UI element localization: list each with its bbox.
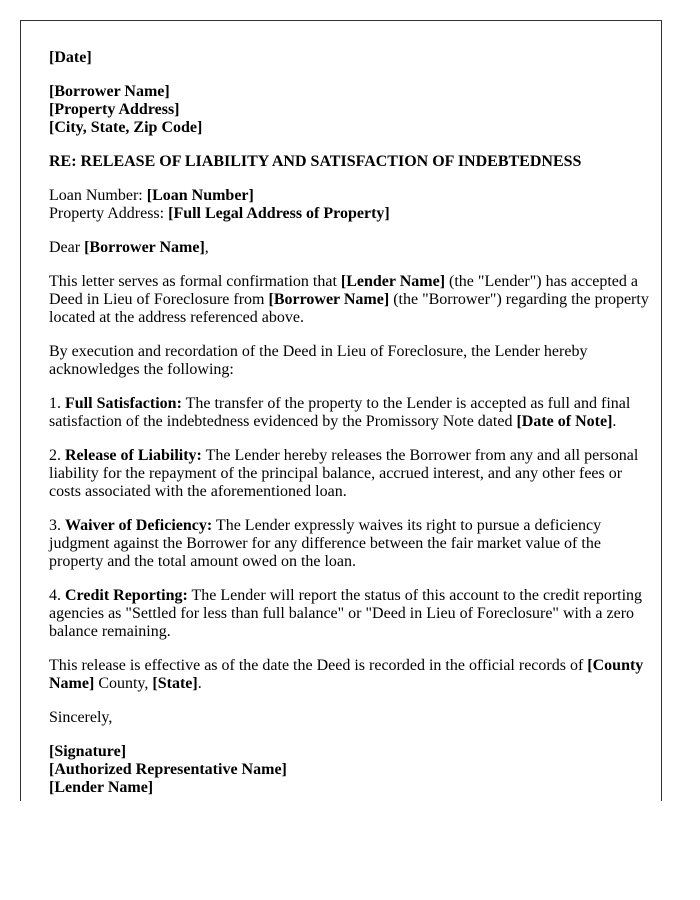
signature-block xyxy=(49,743,649,797)
intro-paragraph: This letter serves as formal confirmation that [Lender Name] (the "Lender") has accepted a Deed in Lieu of Foreclosure from [Borrower Name] (the "Borrower") regarding the property located at the address referenced above. xyxy=(49,273,649,326)
recipient-address: [Property Address] xyxy=(49,101,180,118)
signature: [Signature] xyxy=(49,743,127,760)
loan-details: Loan Number: [Loan Number] Property Address: [Full Legal Address of Property] xyxy=(49,187,390,222)
date: [Date] xyxy=(49,49,92,66)
subject-line: RE: RELEASE OF LIABILITY AND SATISFACTION OF INDEBTEDNESS xyxy=(49,153,582,170)
recipient-city: [City, State, Zip Code] xyxy=(49,119,203,136)
closing: Sincerely, xyxy=(49,709,113,726)
recipient-name: [Borrower Name] xyxy=(49,83,170,100)
salutation: Dear [Borrower Name], xyxy=(49,239,209,256)
acknowledgement-paragraph: By execution and recordation of the Deed in Lieu of Foreclosure, the Lender hereby acknowledges the following: xyxy=(49,343,588,378)
list-item: 4. Credit Reporting: The Lender will report the status of this account to the credit reporting agencies as "Settled for less than full balance" or "Deed in Lieu of Foreclosure" with a zero balance remaining. xyxy=(49,587,643,640)
representative-name: [Authorized Representative Name] xyxy=(49,761,287,778)
letter-page xyxy=(20,20,662,801)
effective-paragraph: This release is effective as of the date the Deed is recorded in the official records of [County Name] County, [State]. xyxy=(49,657,644,692)
lender-name: [Lender Name] xyxy=(49,779,154,796)
recipient-block xyxy=(49,83,649,137)
list-item: 3. Waiver of Deficiency: The Lender expressly waives its right to pursue a deficiency judgment against the Borrower for any difference between the fair market value of the property and the total amount owed on the loan. xyxy=(49,517,602,570)
list-item: 1. Full Satisfaction: The transfer of the property to the Lender is accepted as full and final satisfaction of the indebtedness evidenced by the Promissory Note dated [Date of Note]. xyxy=(49,395,631,430)
list-item: 2. Release of Liability: The Lender hereby releases the Borrower from any and all personal liability for the repayment of the principal balance, accrued interest, and any other fees or costs associated with the aforementioned loan. xyxy=(49,447,639,500)
